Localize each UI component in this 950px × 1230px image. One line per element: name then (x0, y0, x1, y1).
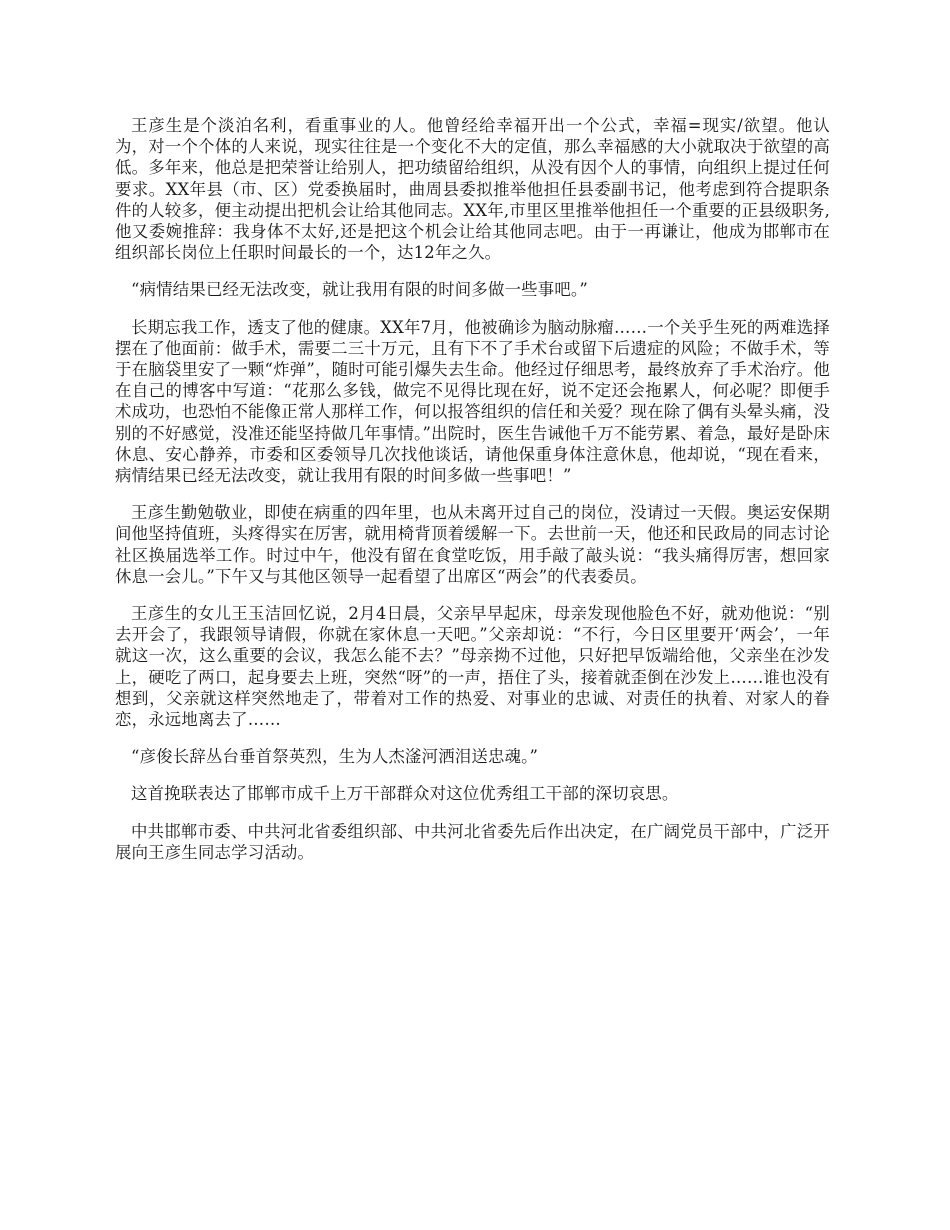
paragraph-3: 长期忘我工作，透支了他的健康。XX年7月，他被确诊为脑动脉瘤……一个关乎生死的两难选择摆在了他面前：做手术，需要二三十万元，且有下不了手术台或留下后遗症的风险；不做手术，等于在脑袋里安了一颗“炸弹”，随时可能引爆失去生命。他经过仔细思考，最终放弃了手术治疗。他在自己的博客中写道：“花那么多钱，做完不见得比现在好，说不定还会拖累人，何必呢？即便手术成功，也恐怕不能像正常人那样工作，何以报答组织的信任和关爱？现在除了偶有头晕头痛，没别的不好感觉，没准还能坚持做几年事情。”出院时，医生告诫他千万不能劳累、着急，最好是卧床休息、安心静养，市委和区委领导几次找他谈话，请他保重身体注意休息，他却说，“现在看来，病情结果已经无法改变，就让我用有限的时间多做一些事吧！” (115, 317, 830, 486)
paragraph-5: 王彦生的女儿王玉洁回忆说，2月4日晨，父亲早早起床，母亲发现他脸色不好，就劝他说：“别去开会了，我跟领导请假，你就在家休息一天吧。”父亲却说：“不行，今日区里要开‘两会’，一年就这一次，这么重要的会议，我怎么能不去？”母亲拗不过他，只好把早饭端给他，父亲坐在沙发上，硬吃了两口，起身要去上班，突然“呀”的一声，捂住了头，接着就歪倒在沙发上……谁也没有想到，父亲就这样突然地走了，带着对工作的热爱、对事业的忠诚、对责任的执着、对家人的眷恋，永远地离去了…… (115, 604, 830, 730)
paragraph-4: 王彦生勤勉敬业，即使在病重的四年里，也从未离开过自己的岗位，没请过一天假。奥运安保期间他坚持值班，头疼得实在厉害，就用椅背顶着缓解一下。去世前一天，他还和民政局的同志讨论社区换届选举工作。时过中午，他没有留在食堂吃饭，用手敲了敲头说：“我头痛得厉害，想回家休息一会儿。”下午又与其他区领导一起看望了出席区“两会”的代表委员。 (115, 503, 830, 586)
paragraph-8: 中共邯郸市委、中共河北省委组织部、中共河北省委先后作出决定，在广阔党员干部中，广泛开展向王彦生同志学习活动。 (115, 821, 830, 862)
paragraph-2-quote: “病情结果已经无法改变，就让我用有限的时间多做一些事吧。” (131, 280, 588, 300)
paragraph-7: 这首挽联表达了邯郸市成千上万干部群众对这位优秀组工干部的深切哀思。 (131, 784, 679, 804)
paragraph-6-elegy: “彦俊长辞丛台垂首祭英烈，生为人杰滏河洒泪送忠魂。” (131, 747, 539, 767)
paragraph-1: 王彦生是个淡泊名利，看重事业的人。他曾经给幸福开出一个公式，幸福=现实/欲望。他认为，对一个个体的人来说，现实往往是一个变化不大的定值，那么幸福感的大小就取决于欲望的高低。多年来，他总是把荣誉让给别人，把功绩留给组织，从没有因个人的事情，向组织上提过任何要求。XX年县（市、区）党委换届时，曲周县委拟推举他担任县委副书记，他考虑到符合提职条件的人较多，便主动提出把机会让给其他同志。XX年,市里区里推举他担任一个重要的正县级职务,他又委婉推辞：我身体不太好,还是把这个机会让给其他同志吧。由于一再谦让，他成为邯郸市在组织部长岗位上任职时间最长的一个，达12年之久。 (115, 116, 830, 263)
document-body (115, 115, 830, 879)
